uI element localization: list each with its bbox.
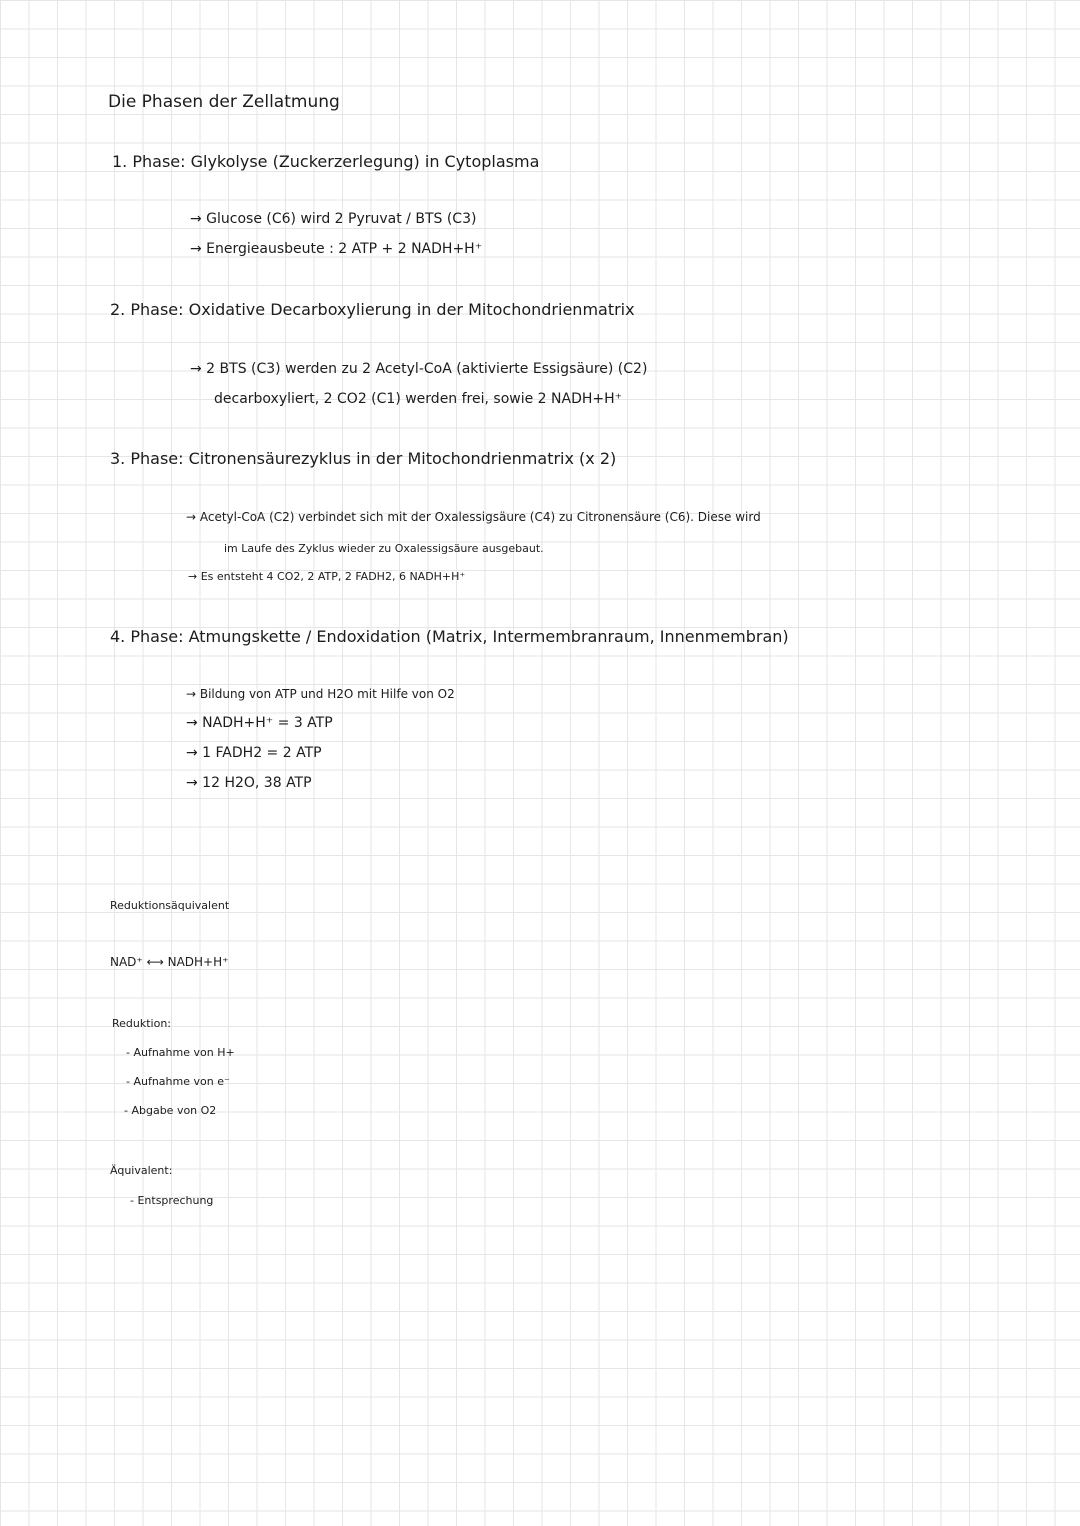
phase-3-item-2: im Laufe des Zyklus wieder zu Oxalessigsäure ausgebaut. (224, 542, 544, 555)
reduction-label: Reduktion: (112, 1017, 172, 1030)
reduction-item-2: - Aufnahme von e⁻ (126, 1075, 230, 1088)
phase-1-item-1: → Glucose (C6) wird 2 Pyruvat / BTS (C3) (190, 211, 477, 227)
phase-4-item-4: → 12 H2O, 38 ATP (186, 775, 312, 791)
equivalent-item-1: - Entsprechung (130, 1194, 214, 1207)
reduction-item-3: - Abgabe von O2 (124, 1104, 217, 1117)
phase-3-item-1: → Acetyl-CoA (C2) verbindet sich mit der Oxalessigsäure (C4) zu Citronensäure (C6). Diese wird (186, 510, 761, 524)
reduction-item-1: - Aufnahme von H+ (126, 1046, 235, 1059)
phase-4-item-2: → NADH+H⁺ = 3 ATP (186, 715, 333, 731)
phase-3-item-3: → Es entsteht 4 CO2, 2 ATP, 2 FADH2, 6 NADH+H⁺ (188, 570, 466, 583)
reduction-heading: Reduktionsäquivalent (110, 899, 230, 912)
phase-2-heading: 2. Phase: Oxidative Decarboxylierung in der Mitochondrienmatrix (110, 300, 635, 319)
phase-4-heading: 4. Phase: Atmungskette / Endoxidation (Matrix, Intermembranraum, Innenmembran) (110, 627, 789, 646)
phase-1-item-2: → Energieausbeute : 2 ATP + 2 NADH+H⁺ (190, 241, 483, 257)
equivalent-label: Äquivalent: (110, 1164, 173, 1177)
phase-2-item-1: → 2 BTS (C3) werden zu 2 Acetyl-CoA (aktivierte Essigsäure) (C2) (190, 361, 648, 377)
phase-4-item-3: → 1 FADH2 = 2 ATP (186, 745, 322, 761)
phase-1-heading: 1. Phase: Glykolyse (Zuckerzerlegung) in Cytoplasma (112, 152, 540, 171)
phase-2-item-2: decarboxyliert, 2 CO2 (C1) werden frei, sowie 2 NADH+H⁺ (214, 391, 623, 407)
phase-4-item-1: → Bildung von ATP und H2O mit Hilfe von O2 (186, 687, 455, 701)
page-title: Die Phasen der Zellatmung (108, 92, 340, 112)
phase-3-heading: 3. Phase: Citronensäurezyklus in der Mitochondrienmatrix (x 2) (110, 449, 617, 468)
reduction-equation: NAD⁺ ⟷ NADH+H⁺ (110, 955, 229, 969)
